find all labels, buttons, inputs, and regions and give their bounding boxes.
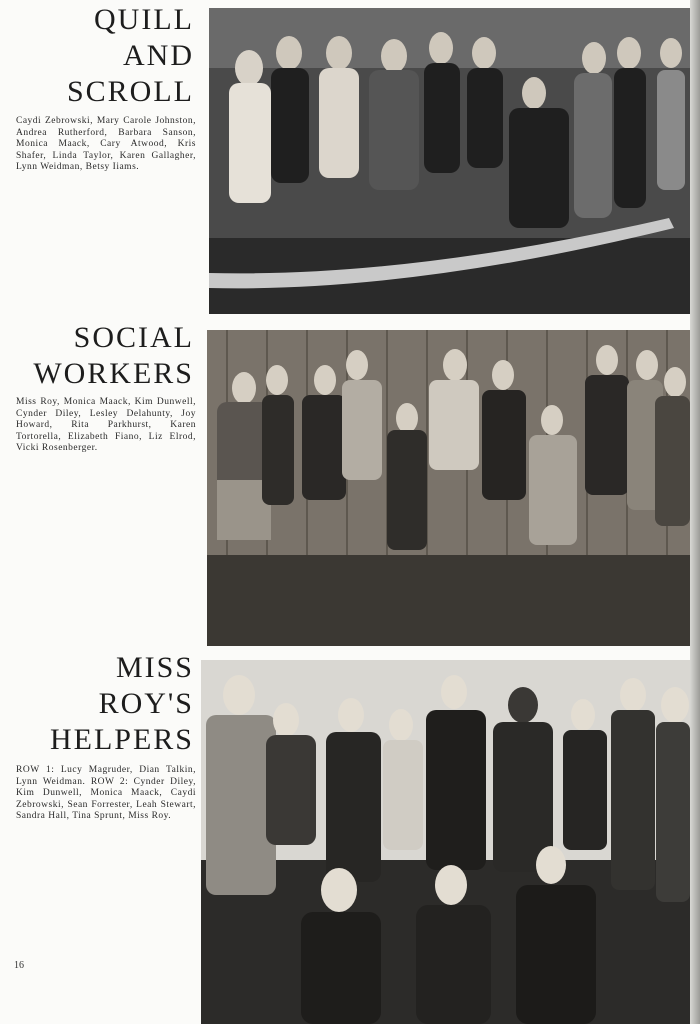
- page-number: 16: [14, 960, 24, 971]
- heading-line: ROY'S: [98, 687, 194, 720]
- photo-miss-roys-helpers: [201, 660, 690, 1024]
- heading-quill-and-scroll: [67, 2, 194, 110]
- caption-social-workers: Miss Roy, Monica Maack, Kim Dunwell, Cynder Diley, Lesley Delahunty, Joy Howard, Rita Parkhurst, Karen Tortorella, Elizabeth Fiano, Liz Elrod, Vicki Rosenberger.: [16, 397, 196, 453]
- group-photo-image: [201, 660, 690, 1024]
- heading-line: SCROLL: [66, 75, 194, 108]
- heading-line: QUILL: [94, 3, 194, 36]
- photo-quill-and-scroll: [209, 8, 690, 314]
- group-photo-image: [207, 330, 690, 646]
- page-spine-edge: [690, 0, 700, 1024]
- heading-social-workers: [33, 320, 194, 392]
- heading-line: HELPERS: [49, 723, 194, 756]
- heading-miss-roys-helpers: [50, 650, 194, 758]
- caption-miss-roys-helpers: ROW 1: Lucy Magruder, Dian Talkin, Lynn Weidman. ROW 2: Cynder Diley, Kim Dunwell, Monica Maack, Caydi Zebrowski, Sean Forrester, Leah Stewart, Sandra Hall, Tina Sprunt, Miss Roy.: [16, 765, 196, 821]
- heading-line: AND: [123, 39, 194, 72]
- heading-line: WORKERS: [33, 357, 194, 390]
- heading-line: MISS: [115, 651, 194, 684]
- photo-social-workers: [207, 330, 690, 646]
- group-photo-image: [209, 8, 690, 314]
- heading-line: SOCIAL: [73, 321, 194, 354]
- caption-quill-and-scroll: Caydi Zebrowski, Mary Carole Johnston, Andrea Rutherford, Barbara Sanson, Monica Maack, Cary Atwood, Kris Shafer, Linda Taylor, Karen Gallagher, Lynn Weidman, Betsy Iiams.: [16, 116, 196, 172]
